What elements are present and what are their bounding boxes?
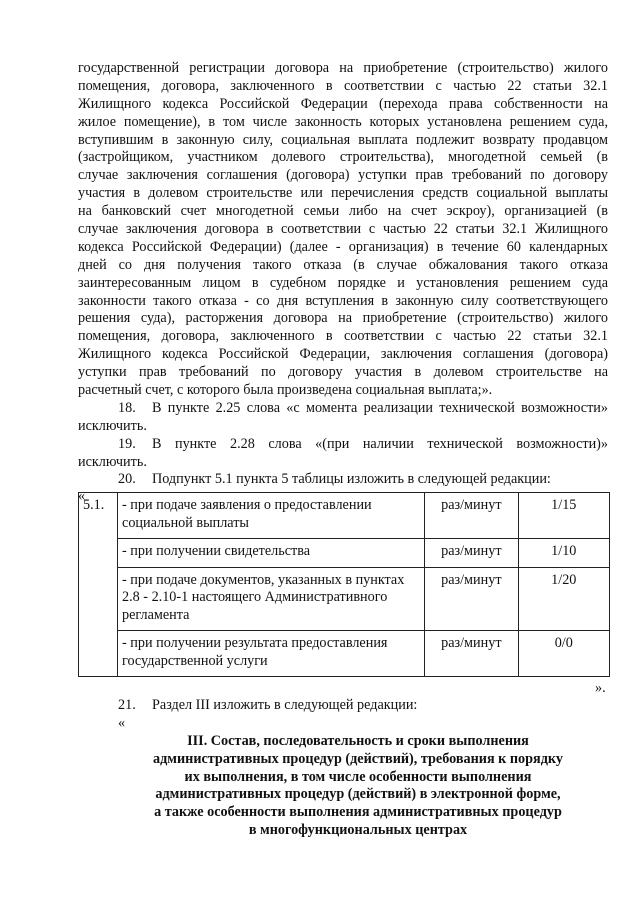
- paragraph-line: кодекса Российской Федерации) (далее - организация) в течение 60 календарных: [78, 238, 608, 255]
- item-text: В пункте 2.25 слова «с момента реализации технической возможности»: [152, 399, 608, 416]
- item-text-continuation: исключить.: [78, 453, 147, 470]
- item-18: [78, 400, 608, 436]
- paragraph-line: законности такого отказа - со дня вступления в законную силу соответствующего: [78, 292, 608, 309]
- table-cell-unit: раз/минут: [425, 539, 518, 568]
- paragraph-line: государственной регистрации договора на приобретение (строительство) жилого: [78, 60, 608, 76]
- item-20: [78, 471, 608, 489]
- paragraph-line: вступившим в законную силу, социальная выплата подлежит возврату продавцом: [78, 131, 608, 148]
- heading-line: административных процедур (действий) в электронной форме,: [155, 786, 561, 803]
- heading-line: в многофункциональных центрах: [248, 821, 468, 838]
- heading-line: их выполнения, в том числе особенности выполнения: [184, 768, 532, 785]
- rates-table: [78, 492, 610, 677]
- paragraph-line: дней со дня получения такого отказа (в случае обжалования такого отказа: [78, 256, 608, 273]
- table-cell-text: - при подаче документов, указанных в пунктах 2.8 - 2.10-1 настоящего Административного регламента: [118, 567, 425, 631]
- table-cell-unit: раз/минут: [425, 631, 518, 677]
- close-quote: ».: [595, 680, 606, 696]
- item-text: Раздел III изложить в следующей редакции:: [152, 697, 418, 713]
- table-row: [79, 631, 610, 677]
- table-row: [79, 567, 610, 631]
- item-number: 19.: [118, 435, 136, 452]
- table-cell-value: 1/10: [518, 539, 609, 568]
- item-text: В пункте 2.28 слова «(при наличии технической возможности)»: [152, 435, 608, 452]
- open-quote: «: [78, 488, 86, 505]
- paragraph-line: на банковский счет многодетной семьи либо на счет эскроу), организацией (в: [78, 203, 608, 220]
- heading-line: III. Состав, последовательность и сроки выполнения: [187, 733, 529, 749]
- table-cell-text: - при подаче заявления о предоставлении социальной выплаты: [118, 493, 425, 539]
- table-cell-value: 0/0: [518, 631, 609, 677]
- item-19: [78, 436, 608, 472]
- table-cell-unit: раз/минут: [425, 493, 518, 539]
- paragraph-line: Жилищного кодекса Российской Федерации (перехода права собственности на: [78, 95, 608, 112]
- table-cell-value: 1/15: [518, 493, 609, 539]
- table-cell-text: - при получении свидетельства: [118, 539, 425, 568]
- item-number: 18.: [118, 399, 136, 416]
- open-quote: «: [118, 714, 126, 731]
- item-text-continuation: исключить.: [78, 417, 147, 434]
- table-cell-value: 1/20: [518, 567, 609, 631]
- item-number: 21.: [118, 697, 136, 713]
- paragraph-line: помещения, договора, заключенного в соответствии с частью 22 статьи 32.1: [78, 328, 608, 345]
- heading-line: административных процедур (действий), требования к порядку: [153, 750, 563, 767]
- paragraph-line: расчетный счет, с которого была произведена социальная выплата;».: [78, 382, 493, 399]
- table-cell-text: - при получении результата предоставления государственной услуги: [118, 631, 425, 677]
- heading-line: а также особенности выполнения административных процедур: [154, 804, 562, 821]
- paragraph-line: помещения, договора, заключенного в соответствии с частью 22 статьи 32.1: [78, 77, 608, 94]
- table-cell-unit: раз/минут: [425, 567, 518, 631]
- paragraph-line: заинтересованным лицом в судебном порядке и установления решением суда: [78, 274, 608, 291]
- item-21: [78, 697, 608, 733]
- item-text: Подпункт 5.1 пункта 5 таблицы изложить в следующей редакции:: [152, 471, 551, 488]
- paragraph-line: участия в долевом строительстве или перечисления средств социальной выплаты: [78, 185, 608, 202]
- paragraph-line: случае заключения соглашения (договора) уступки прав требований по договору: [78, 167, 608, 184]
- paragraph-line: случае заключения договора в соответствии с частью 22 статьи 32.1 Жилищного: [78, 221, 608, 238]
- body-paragraph: [78, 60, 608, 400]
- paragraph-line: решения суда), расторжения договора на приобретение (строительство) жилого: [78, 310, 608, 327]
- paragraph-line: уступки прав требований по договору участия в долевом строительстве на: [78, 364, 608, 381]
- table-row: [79, 493, 610, 539]
- document-page: [78, 60, 608, 503]
- paragraph-line: жилое помещение), в том числе законность которых установлена решением суда,: [78, 113, 608, 130]
- item-number: 20.: [118, 471, 136, 488]
- row-number-cell: 5.1.: [79, 493, 118, 677]
- paragraph-line: Жилищного кодекса Российской Федерации, заключения соглашения (договора): [78, 346, 608, 363]
- section-heading: [118, 733, 598, 840]
- table-row: [79, 539, 610, 568]
- paragraph-line: (застройщиком, участником долевого строительства), многодетной семьей (в: [78, 149, 608, 166]
